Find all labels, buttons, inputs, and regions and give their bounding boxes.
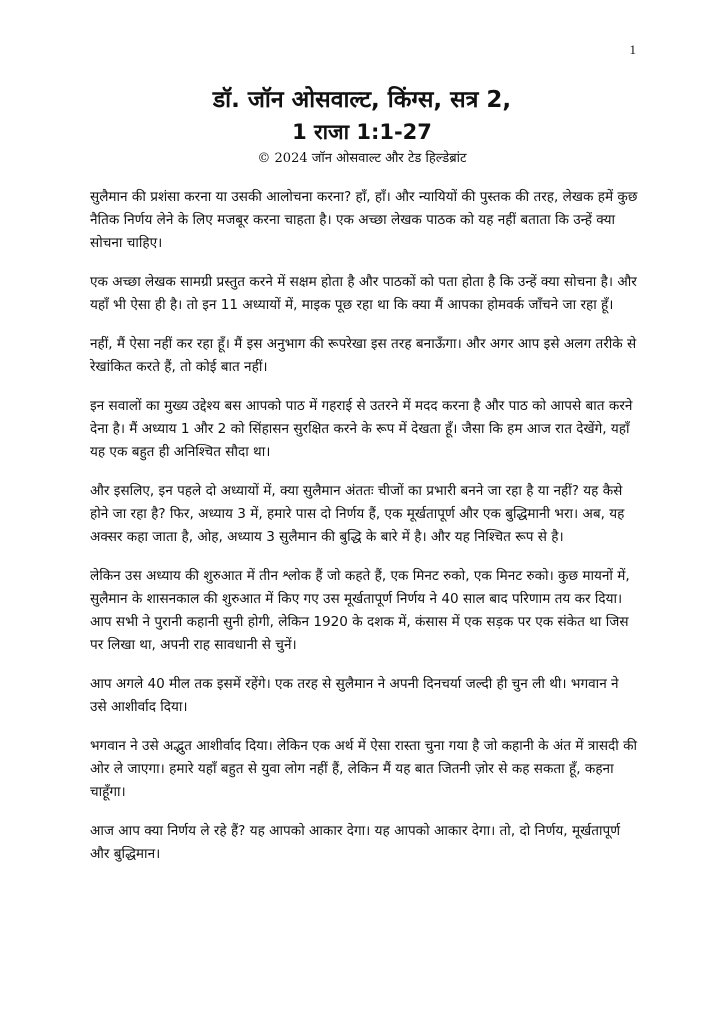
copyright-line: © 2024 जॉन ओसवाल्ट और टेड हिल्डेब्रांट [257, 151, 467, 166]
paragraph: आज आप क्या निर्णय ले रहे हैं? यह आपको आकार देगा। यह आपको आकार देगा। तो, दो निर्णय, मूर्खतापूर्ण और बुद्धिमान। [90, 823, 621, 862]
paragraph: इन सवालों का मुख्य उद्देश्य बस आपको पाठ में गहराई से उतरने में मदद करना है और पाठ को आपसे बात करने देना है। मैं अध्याय 1 और 2 को सिंहासन सुरक्षित करने के रूप में देखता हूँ। जैसा कि हम आज रात देखेंगे, यहाँ यह एक बहुत ही अनिश्चित सौदा था। [90, 398, 633, 460]
paragraph: आप अगले 40 मील तक इसमें रहेंगे। एक तरह से सुलैमान ने अपनी दिनचर्या जल्दी ही चुन ली थी। भगवान ने उसे आशीर्वाद दिया। [90, 676, 619, 715]
document-title: डॉ. जॉन ओसवाल्ट, किंग्स, सत्र 2, [212, 87, 512, 113]
paragraph: एक अच्छा लेखक सामग्री प्रस्तुत करने में सक्षम होता है और पाठकों को पता होता है कि उन्हें क्या सोचना है। और यहाँ भी ऐसा ही है। तो इन 11 अध्यायों में, माइक पूछ रहा था कि क्या मैं आपका होमवर्क जाँचने जा रहा हूँ। [90, 274, 637, 313]
document-header [0, 84, 724, 170]
paragraph: नहीं, मैं ऐसा नहीं कर रहा हूँ। मैं इस अनुभाग की रूपरेखा इस तरह बनाऊँगा। और अगर आप इसे अलग तरीके से रेखांकित करते हैं, तो कोई बात नहीं। [90, 336, 637, 375]
paragraph: लेकिन उस अध्याय की शुरुआत में तीन श्लोक हैं जो कहते हैं, एक मिनट रुको, एक मिनट रुको। कुछ मायनों में, सुलैमान के शासनकाल की शुरुआत में किए गए उस मूर्खतापूर्ण निर्णय ने 40 साल बाद परिणाम तय कर दिया। आप सभी ने पुरानी कहानी सुनी होगी, लेकिन 1920 के दशक में, कंसास में एक सड़क पर एक संकेत था जिस पर लिखा था, अपनी राह सावधानी से चुनें। [90, 568, 630, 653]
paragraph: भगवान ने उसे अद्भुत आशीर्वाद दिया। लेकिन एक अर्थ में ऐसा रास्ता चुना गया है जो कहानी के अंत में त्रासदी की ओर ले जाएगा। हमारे यहाँ बहुत से युवा लोग नहीं हैं, लेकिन मैं यह बात जितनी ज़ोर से कह सकता हूँ, कहना चाहूँगा। [90, 738, 638, 800]
page-number: 1 [629, 42, 636, 57]
paragraph: सुलैमान की प्रशंसा करना या उसकी आलोचना करना? हाँ, हाँ। और न्यायियों की पुस्तक की तरह, लेखक हमें कुछ नैतिक निर्णय लेने के लिए मजबूर करना चाहता है। एक अच्छा लेखक पाठक को यह नहीं बताता कि उन्हें क्या सोचना चाहिए। [90, 189, 638, 251]
document-body [90, 186, 638, 882]
document-subtitle: 1 राजा 1:1-27 [292, 120, 432, 144]
paragraph: और इसलिए, इन पहले दो अध्यायों में, क्या सुलैमान अंततः चीजों का प्रभारी बनने जा रहा है या नहीं? यह कैसे होने जा रहा है? फिर, अध्याय 3 में, हमारे पास दो निर्णय हैं, एक मूर्खतापूर्ण और एक बुद्धिमानी भरा। अब, यह अक्सर कहा जाता है, ओह, अध्याय 3 सुलैमान की बुद्धि के बारे में है। और यह निश्चित रूप से है। [90, 483, 625, 545]
